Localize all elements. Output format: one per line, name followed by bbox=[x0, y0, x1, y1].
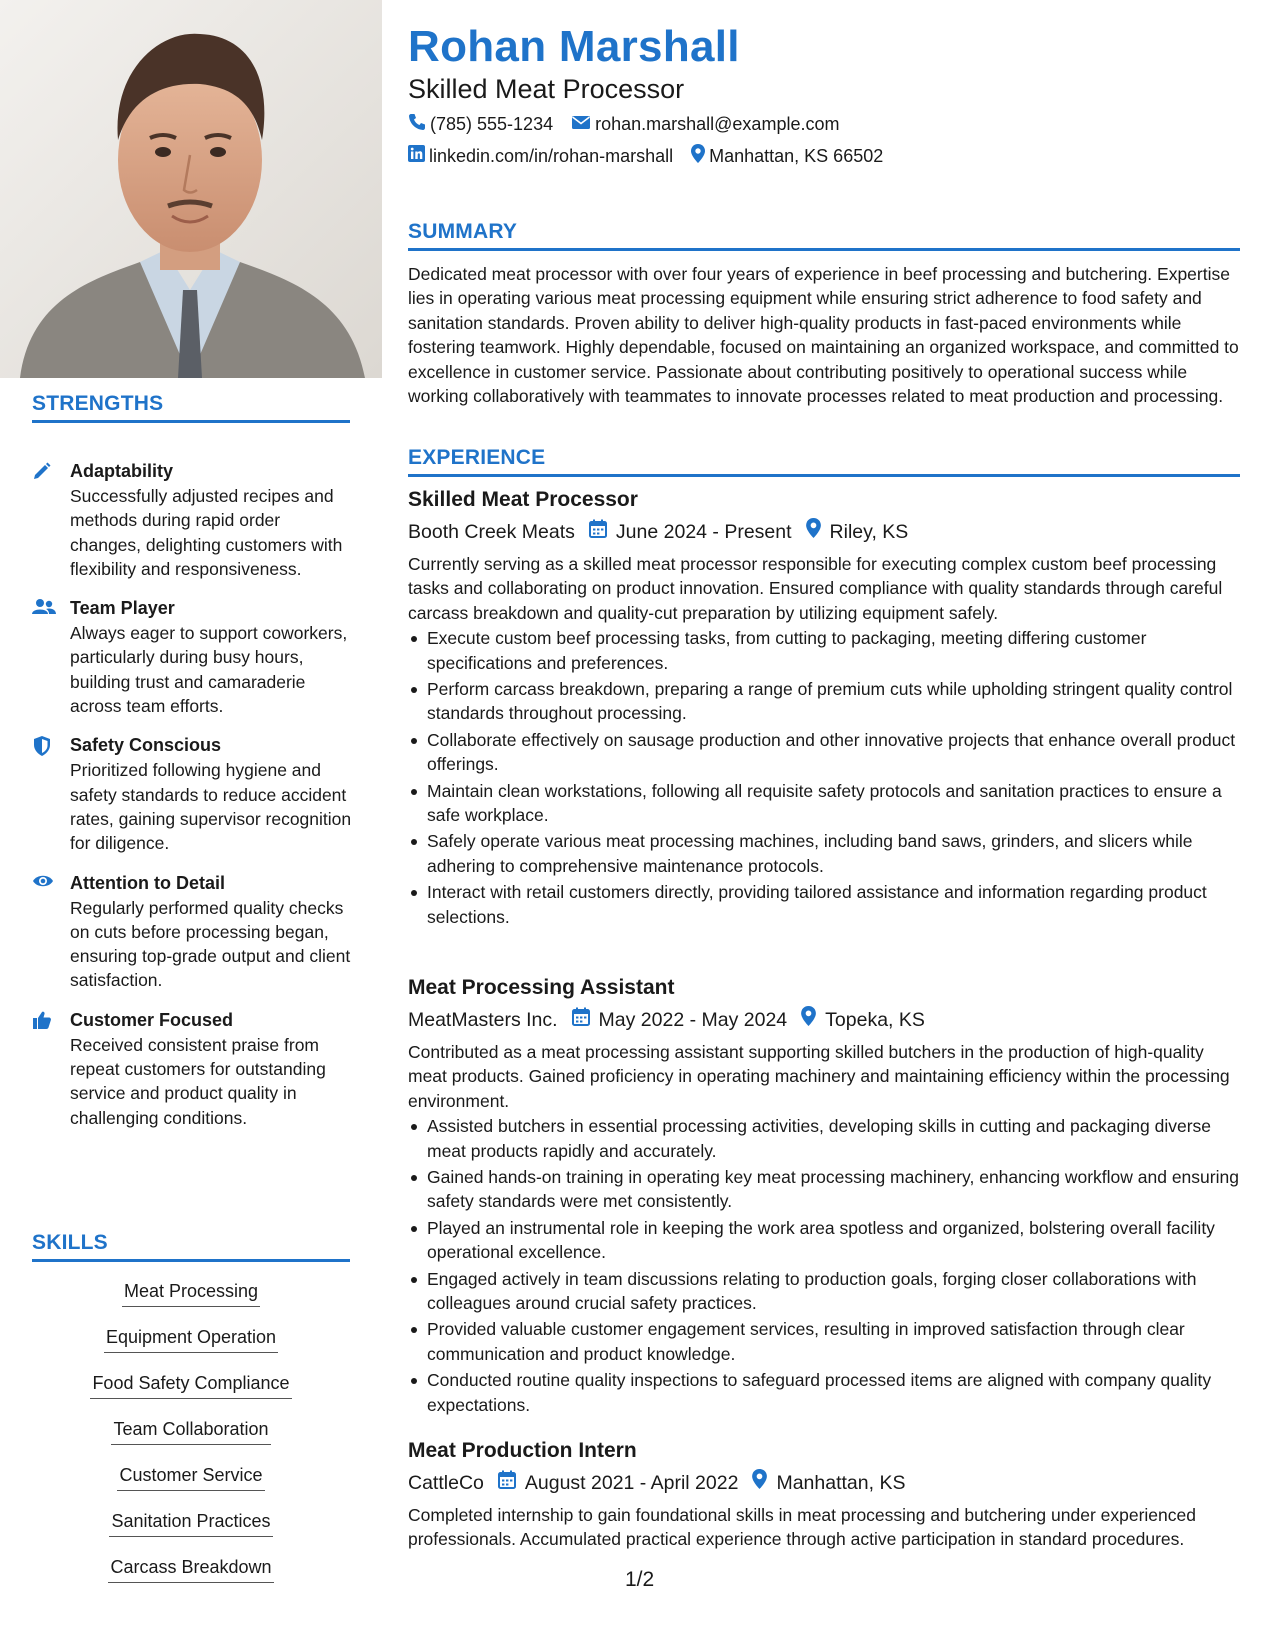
bullet-item: Safely operate various meat processing machines, including band saws, grinders, and slicers while adhering to comprehensive maintenance protocols. bbox=[408, 829, 1240, 878]
bullet-item: Conducted routine quality inspections to safeguard processed items are aligned with company quality expectations. bbox=[408, 1368, 1240, 1417]
job-role: Meat Production Intern bbox=[408, 1439, 637, 1462]
phone-icon bbox=[408, 113, 430, 136]
bullet-item: Perform carcass breakdown, preparing a range of premium cuts while upholding stringent quality control standards throughout processing. bbox=[408, 677, 1240, 726]
job-entry bbox=[408, 486, 1240, 931]
skill-tag: Customer Service bbox=[117, 1462, 264, 1491]
bullet-item: Maintain clean workstations, following all requisite safety protocols and sanitation practices to ensure a safe workplace. bbox=[408, 779, 1240, 828]
bullet-item: Collaborate effectively on sausage production and other innovative projects that enhance overall product offerings. bbox=[408, 728, 1240, 777]
company-name: Booth Creek Meats bbox=[408, 521, 575, 543]
phone-contact[interactable] bbox=[408, 113, 553, 136]
company-name: CattleCo bbox=[408, 1472, 484, 1494]
bullet-item: Played an instrumental role in keeping the work area spotless and organized, bolstering overall facility operational excellence. bbox=[408, 1216, 1240, 1265]
skill-tag: Carcass Breakdown bbox=[108, 1554, 273, 1583]
bullet-item: Execute custom beef processing tasks, from cutting to packaging, meeting differing customer specifications and preferences. bbox=[408, 626, 1240, 675]
email-text: rohan.marshall@example.com bbox=[595, 114, 840, 134]
shield-icon bbox=[32, 732, 70, 855]
envelope-icon bbox=[571, 114, 595, 135]
strength-title: Team Player bbox=[70, 598, 175, 619]
candidate-name: Rohan Marshall bbox=[408, 22, 740, 71]
calendar-icon bbox=[589, 518, 616, 546]
job-entry bbox=[408, 974, 1240, 1419]
calendar-icon bbox=[498, 1469, 525, 1497]
email-contact[interactable] bbox=[571, 114, 839, 135]
linkedin-text: linkedin.com/in/rohan-marshall bbox=[429, 145, 674, 166]
skill-tag: Meat Processing bbox=[122, 1278, 260, 1307]
job-dates: August 2021 - April 2022 bbox=[524, 1472, 739, 1494]
strength-text: Successfully adjusted recipes and methods during rapid order changes, delighting customers with flexibility and responsiveness. bbox=[70, 486, 343, 579]
profile-photo bbox=[0, 0, 382, 378]
strengths-heading: STRENGTHS bbox=[32, 392, 350, 423]
strength-item bbox=[32, 458, 354, 581]
job-description: Contributed as a meat processing assistant supporting skilled butchers in the production of high-quality meat products. Gained proficiency in operating machinery and maintaining efficiency within the processing environment. bbox=[408, 1042, 1230, 1111]
strength-text: Received consistent praise from repeat customers for outstanding service and product quality in challenging conditions. bbox=[70, 1034, 326, 1128]
bullet-item: Engaged actively in team discussions relating to production goals, forging closer collaborations with colleagues around crucial safety practices. bbox=[408, 1267, 1240, 1316]
job-dates: May 2022 - May 2024 bbox=[598, 1009, 788, 1031]
strength-text: Regularly performed quality checks on cuts before processing began, ensuring top-grade output and client satisfaction. bbox=[70, 897, 351, 991]
map-pin-icon bbox=[801, 1006, 825, 1034]
phone-text: (785) 555-1234 bbox=[430, 114, 554, 134]
job-description: Completed internship to gain foundational skills in meat processing and butchering under experienced professionals. Accumulated practical experience through active participation in standard procedures. bbox=[408, 1505, 1196, 1550]
map-pin-icon bbox=[752, 1469, 776, 1497]
strength-item bbox=[32, 870, 354, 993]
strength-text: Always eager to support coworkers, particularly during busy hours, building trust and camaraderie across team efforts. bbox=[70, 623, 348, 717]
job-role: Meat Processing Assistant bbox=[408, 976, 675, 999]
map-pin-icon bbox=[691, 144, 709, 168]
eye-icon bbox=[32, 870, 70, 993]
location-contact bbox=[691, 144, 883, 168]
skill-tag: Equipment Operation bbox=[104, 1324, 278, 1353]
job-location: Manhattan, KS bbox=[776, 1472, 906, 1494]
left-column bbox=[0, 0, 382, 1650]
contact-row-2 bbox=[408, 144, 901, 168]
strength-title: Safety Conscious bbox=[70, 735, 222, 756]
job-bullets bbox=[408, 1114, 1240, 1417]
location-text: Manhattan, KS 66502 bbox=[709, 145, 884, 166]
bullet-item: Provided valuable customer engagement services, resulting in improved satisfaction through clear communication and product knowledge. bbox=[408, 1317, 1240, 1366]
strength-title: Attention to Detail bbox=[70, 872, 225, 893]
skill-tag: Food Safety Compliance bbox=[90, 1370, 291, 1399]
job-meta bbox=[408, 518, 1240, 546]
job-description: Currently serving as a skilled meat processor responsible for executing complex custom beef processing tasks and collaborating on product innovation. Ensured compliance with quality standards through careful carcass breakdown and quality-cut preparation by utilizing equipment safely. bbox=[408, 554, 1223, 623]
skills-heading: SKILLS bbox=[32, 1231, 350, 1262]
company-name: MeatMasters Inc. bbox=[408, 1009, 558, 1031]
contact-row-1 bbox=[408, 113, 857, 136]
linkedin-contact[interactable] bbox=[408, 145, 673, 167]
job-location: Riley, KS bbox=[829, 521, 909, 543]
job-location: Topeka, KS bbox=[825, 1009, 925, 1031]
bullet-item: Gained hands-on training in operating key meat processing machinery, enhancing workflow and ensuring safety standards were met consistently. bbox=[408, 1165, 1240, 1214]
strengths-list bbox=[32, 458, 354, 1144]
strength-text: Prioritized following hygiene and safety standards to reduce accident rates, gaining supervisor recognition for diligence. bbox=[70, 760, 352, 854]
skill-tag: Sanitation Practices bbox=[109, 1508, 272, 1537]
job-dates: June 2024 - Present bbox=[615, 521, 792, 543]
skill-tag: Team Collaboration bbox=[111, 1416, 270, 1445]
job-meta bbox=[408, 1006, 1240, 1034]
job-entry bbox=[408, 1437, 1240, 1552]
skills-list bbox=[32, 1278, 350, 1600]
strength-item bbox=[32, 1007, 354, 1130]
candidate-title: Skilled Meat Processor bbox=[408, 74, 685, 104]
calendar-icon bbox=[572, 1006, 599, 1034]
strength-title: Adaptability bbox=[70, 461, 174, 481]
bullet-item: Assisted butchers in essential processing activities, developing skills in cutting and packaging diverse meat products rapidly and accurately. bbox=[408, 1114, 1240, 1163]
bullet-item: Interact with retail customers directly, providing tailored assistance and information regarding product selections. bbox=[408, 880, 1240, 929]
map-pin-icon bbox=[806, 518, 830, 546]
job-role: Skilled Meat Processor bbox=[408, 488, 638, 511]
page-number: 1/2 bbox=[625, 1568, 655, 1591]
summary-heading: SUMMARY bbox=[408, 220, 1240, 251]
pencil-icon bbox=[32, 458, 70, 581]
strength-title: Customer Focused bbox=[70, 1009, 234, 1030]
job-bullets bbox=[408, 626, 1240, 929]
strength-item bbox=[32, 732, 354, 855]
experience-heading: EXPERIENCE bbox=[408, 446, 1240, 477]
thumbs-up-icon bbox=[32, 1007, 70, 1130]
summary-text: Dedicated meat processor with over four years of experience in beef processing and butchering. Expertise lies in operating various meat processing equipment while ensuring strict adherence to food safety and sanitation standards. Proven ability to deliver high-quality products in fast-paced environments while fostering teamwork. Highly dependable, focused on maintaining an organized workspace, and committed to excellence in customer service. Passionate about contributing positively to operational success while working collaboratively with teammates to innovate processes related to meat production and processing. bbox=[408, 264, 1239, 407]
linkedin-icon bbox=[408, 145, 429, 167]
job-meta bbox=[408, 1469, 1240, 1497]
strength-item bbox=[32, 595, 354, 718]
users-icon bbox=[32, 595, 70, 718]
